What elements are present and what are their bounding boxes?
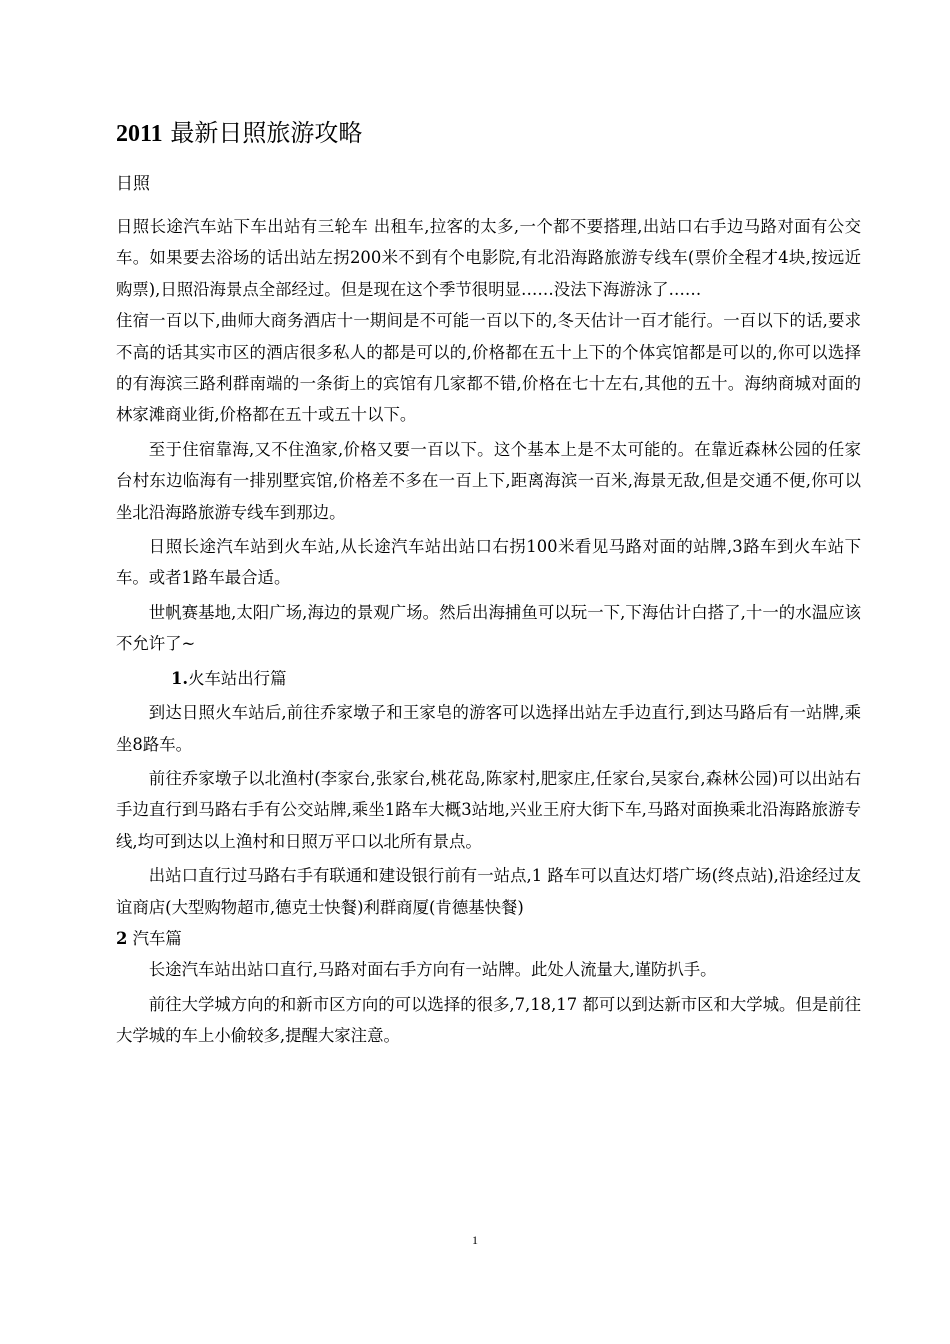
paragraph-9: 长途汽车站出站口直行,马路对面右手方向有一站牌。此处人流量大,谨防扒手。: [148, 960, 717, 980]
section-heading-1: [116, 663, 861, 694]
paragraph-4: 日照长途汽车站到火车站,从长途汽车站出站口右拐100米看见马路对面的站牌,3路车到火车站下车。或者1路车最合适。: [116, 537, 861, 588]
paragraph-7: 前往乔家墩子以北渔村(李家台,张家台,桃花岛,陈家村,肥家庄,任家台,吴家台,森林公园)可以出站右手边直行到马路右手有公交站牌,乘坐1路车大概3站地,兴业王府大街下车,马路对面换乘北沿海路旅游专线,均可到达以上渔村和日照万平口以北所有景点。: [116, 768, 861, 851]
section-heading-2-text: 汽车篇: [132, 928, 182, 948]
paragraph-5: 世帆赛基地,太阳广场,海边的景观广场。然后出海捕鱼可以玩一下,下海估计白搭了,十一的水温应该不允许了~: [116, 602, 861, 654]
title-text: 最新日照旅游攻略: [170, 119, 363, 147]
paragraph-1: 日照长途汽车站下车出站有三轮车 出租车,拉客的太多,一个都不要搭理,出站口右手边马路对面有公交车。如果要去浴场的话出站左拐200米不到有个电影院,有北沿海路旅游专线车(票价全程才4块,按远近购票),日照沿海景点全部经过。但是现在这个季节很明显……没法下海游泳了……: [116, 217, 861, 299]
document-subtitle: 日照: [116, 174, 150, 194]
paragraph-8: 出站口直行过马路右手有联通和建设银行前有一站点,1 路车可以直达灯塔广场(终点站),沿途经过友谊商店(大型购物超市,德克士快餐)利群商厦(肯德基快餐): [116, 866, 861, 917]
page-number: 1: [472, 1233, 478, 1247]
section-heading-2: [116, 923, 861, 954]
paragraph-6: 到达日照火车站后,前往乔家墩子和王家皂的游客可以选择出站左手边直行,到达马路后有一站牌,乘坐8路车。: [116, 703, 861, 754]
paragraph-2: 住宿一百以下,曲师大商务酒店十一期间是不可能一百以下的,冬天估计一百才能行。一百以下的话,要求不高的话其实市区的酒店很多私人的都是可以的,价格都在五十上下的个体宾馆都是可以的,你可以选择的有海滨三路利群南端的一条街上的宾馆有几家都不错,价格在七十左右,其他的五十。海纳商城对面的林家滩商业街,价格都在五十或五十以下。: [116, 311, 861, 425]
document-title: [116, 116, 861, 151]
section-heading-2-number: 2: [116, 928, 128, 948]
section-heading-1-number: 1.: [171, 668, 189, 688]
paragraph-3: 至于住宿靠海,又不住渔家,价格又要一百以下。这个基本上是不太可能的。在靠近森林公园的任家台村东边临海有一排别墅宾馆,价格差不多在一百上下,距离海滨一百米,海景无敌,但是交通不便,你可以坐北沿海路旅游专线车到那边。: [116, 439, 861, 522]
section-heading-1-text: 火车站出行篇: [188, 668, 287, 688]
document-body: [116, 211, 861, 1052]
title-year: 2011: [116, 121, 163, 147]
paragraph-10: 前往大学城方向的和新市区方向的可以选择的很多,7,18,17 都可以到达新市区和大学城。但是前往大学城的车上小偷较多,提醒大家注意。: [116, 994, 862, 1046]
